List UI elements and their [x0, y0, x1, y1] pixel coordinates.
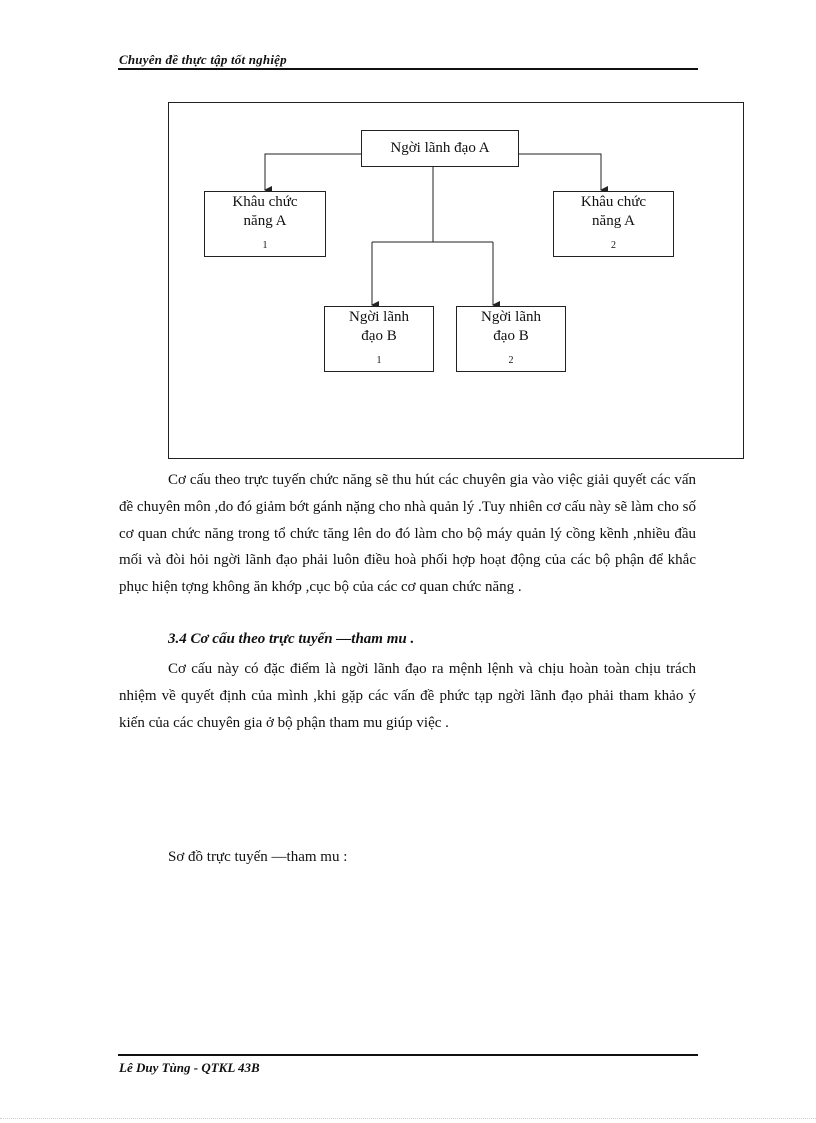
- node-a2-subscript: 2: [611, 240, 616, 251]
- scheme-label: Sơ đồ trực tuyến —tham mu :: [168, 849, 348, 865]
- line-top-to-a1: [265, 154, 361, 190]
- node-function-a1: [204, 191, 326, 257]
- node-a2-line2: năng A: [592, 213, 635, 229]
- node-b1-subscript: 1: [376, 355, 382, 366]
- node-a1-line2: năng A: [243, 213, 287, 229]
- node-a1-line1: Khâu chức: [232, 194, 298, 210]
- node-leader-b2: [456, 306, 566, 372]
- node-function-a2: [553, 191, 674, 257]
- node-leader-b1: [324, 306, 434, 372]
- paragraph-2: Cơ cấu này có đặc điểm là ngời lãnh đạo ra mệnh lệnh và chịu hoàn toàn chịu trách nhiệm về quyết định của mình ,khi gặp các vấn đề phức tạp ngời lãnh đạo phải tham khảo ý kiến của các chuyên gia ở bộ phận tham mu giúp việc .: [119, 661, 696, 731]
- node-leader-a: [361, 130, 519, 167]
- line-top-to-a2: [519, 154, 601, 190]
- node-a2-line1: Khâu chức: [580, 194, 647, 210]
- org-diagram: [168, 102, 744, 459]
- footer-author: Lê Duy Tùng - QTKL 43B: [119, 1060, 260, 1075]
- node-leader-a-label: Ngời lãnh đạo A: [390, 140, 490, 156]
- page-header-title: Chuyên đề thực tập tốt nghiệp: [119, 52, 287, 67]
- page-bottom-border: [0, 1118, 816, 1119]
- node-b2-subscript: 2: [508, 355, 514, 366]
- node-a1-subscript: 1: [262, 240, 268, 251]
- header-rule: [118, 68, 698, 70]
- node-b1-line2: đạo B: [361, 328, 397, 344]
- node-b2-line2: đạo B: [493, 328, 529, 344]
- paragraph-1: Cơ cấu theo trực tuyến chức năng sẽ thu hút các chuyên gia vào việc giải quyết các vấn đề chuyên môn ,do đó giảm bớt gánh nặng cho nhà quản lý .Tuy nhiên cơ cấu này sẽ làm cho số cơ quan chức năng trong tổ chức tăng lên do đó làm cho bộ máy quản lý cồng kềnh ,nhiều đầu mối và đòi hỏi ngời lãnh đạo phải luôn điều hoà phối hợp hoạt động của các bộ phận để khắc phục hiện tợng không ăn khớp ,cục bộ của các cơ quan chức năng .: [119, 472, 696, 596]
- node-b1-line1: Ngời lãnh: [348, 309, 409, 325]
- node-b2-line1: Ngời lãnh: [480, 309, 541, 325]
- section-heading: 3.4 Cơ cấu theo trực tuyến —tham mu .: [168, 631, 415, 647]
- footer-rule: [118, 1054, 698, 1056]
